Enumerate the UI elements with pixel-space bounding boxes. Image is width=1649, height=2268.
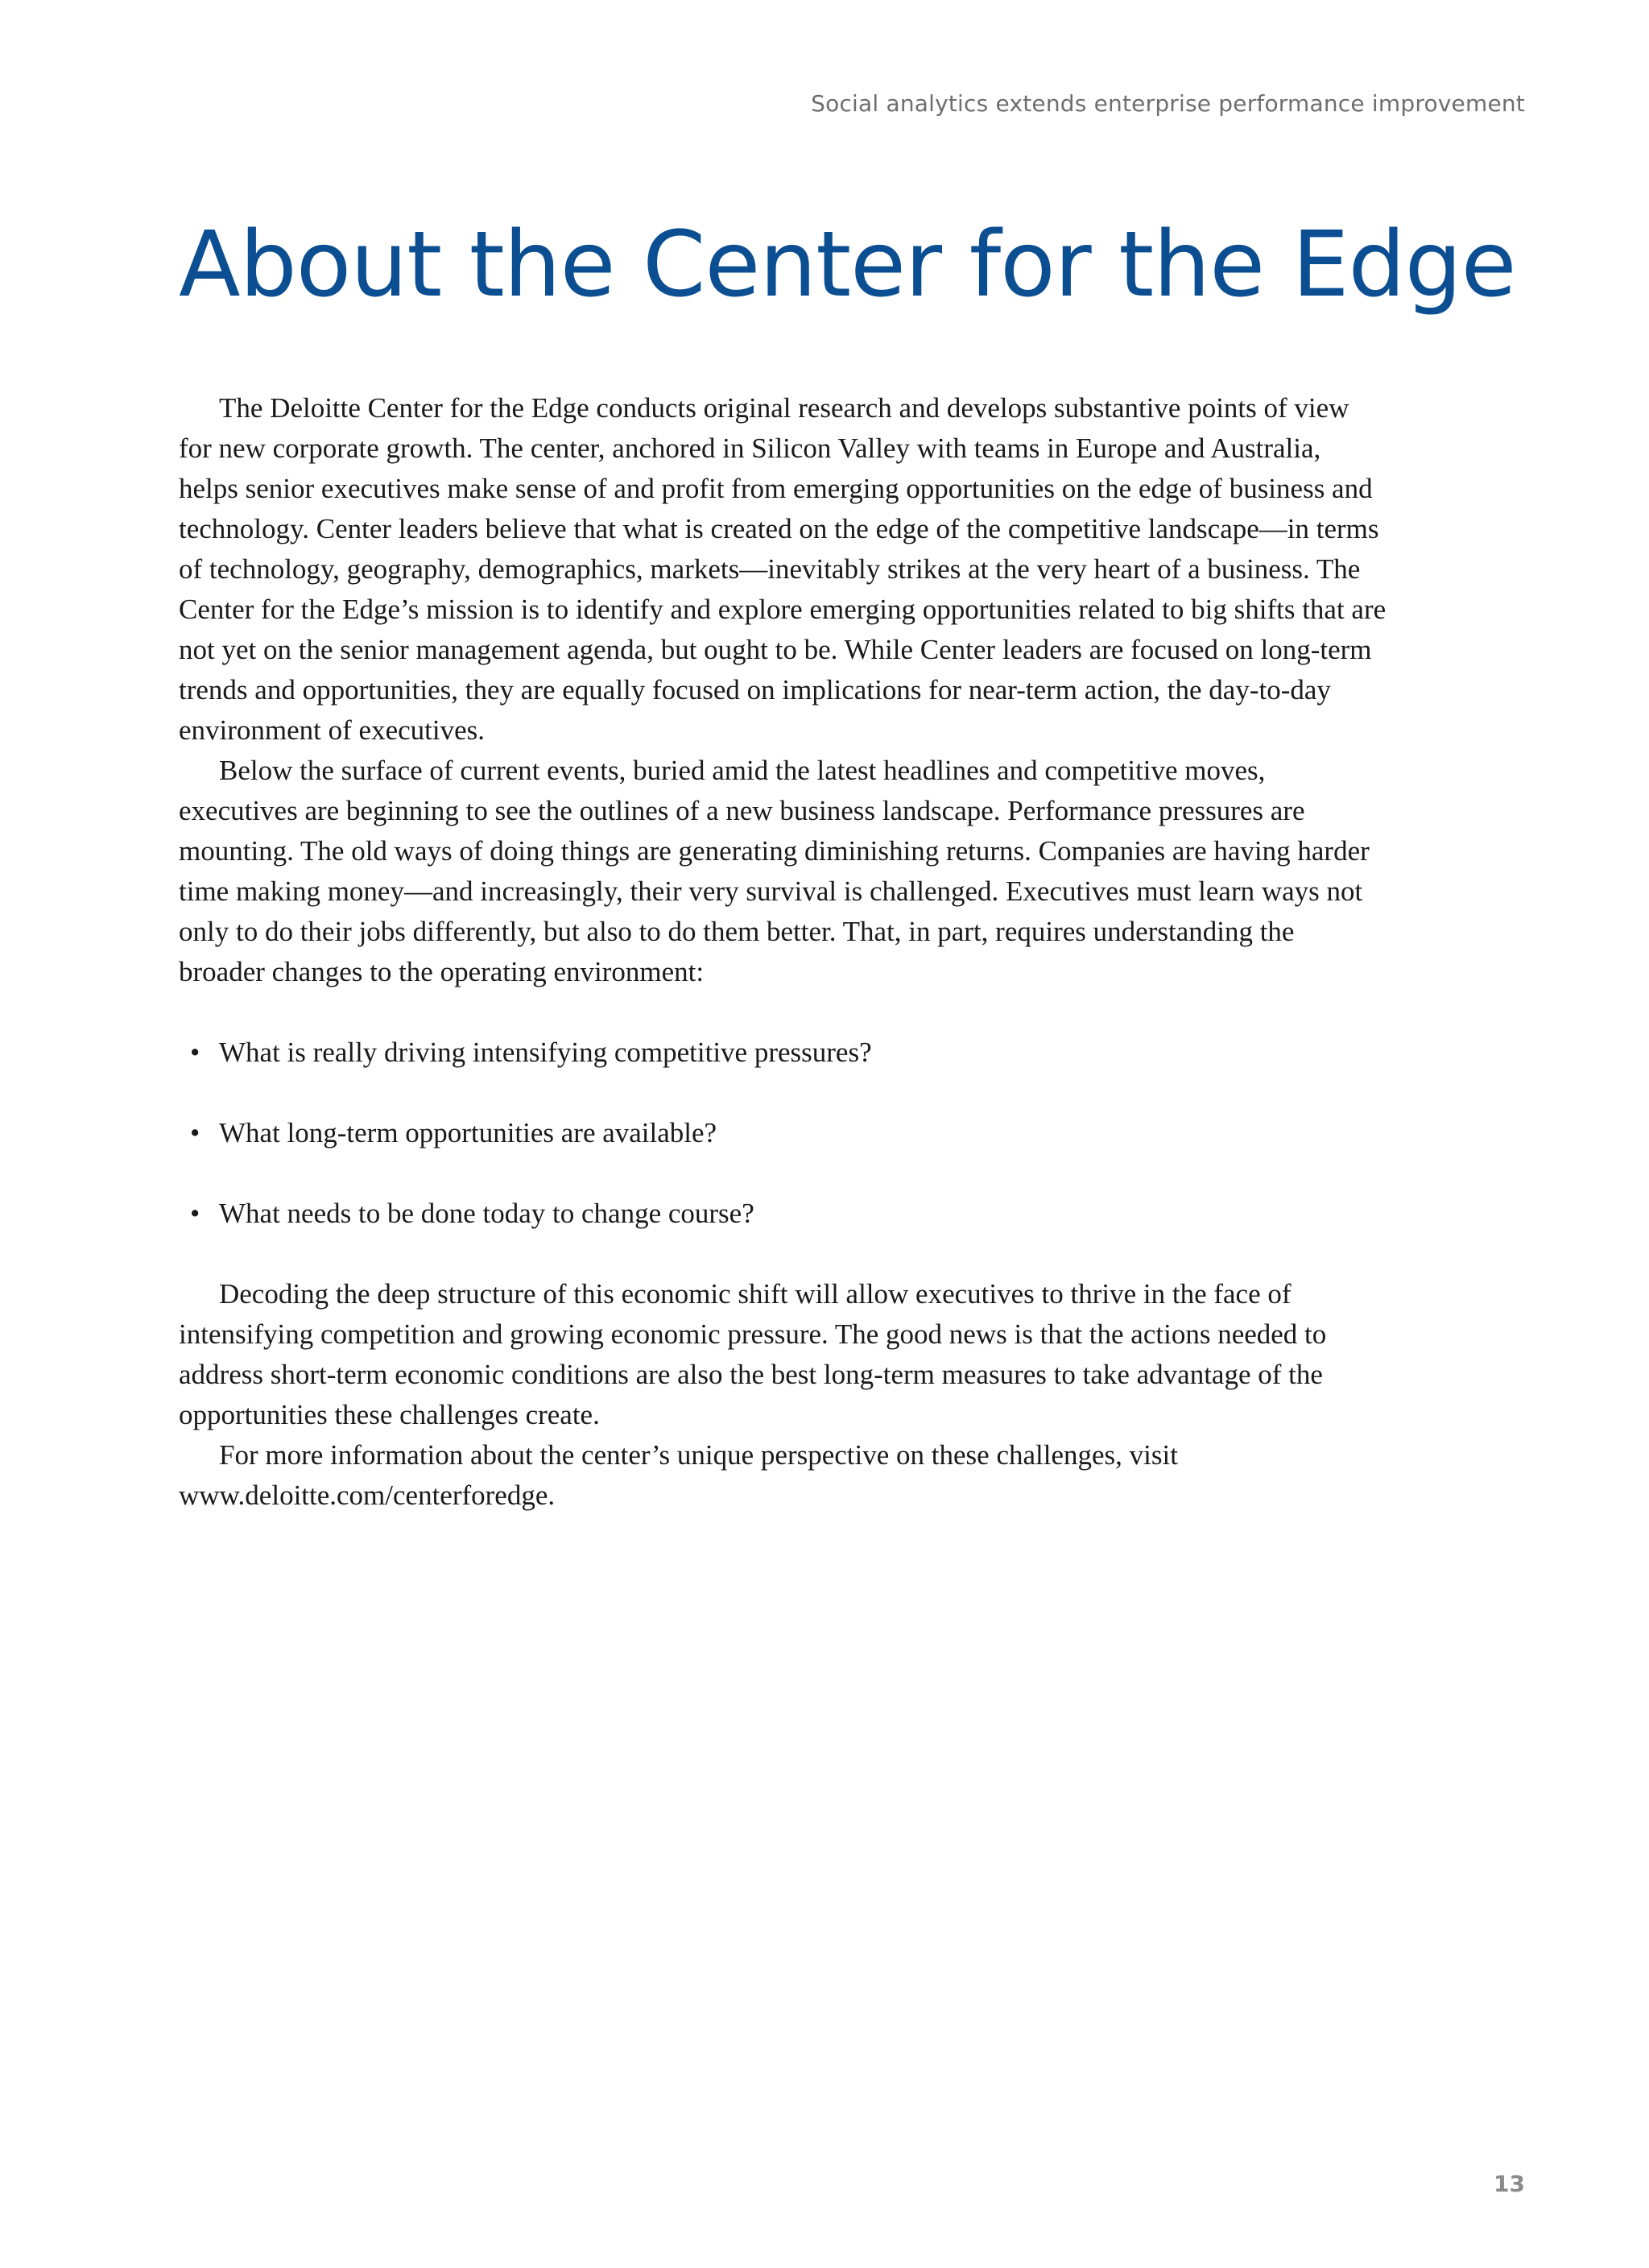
bullet-icon: • xyxy=(190,1198,200,1229)
running-header: Social analytics extends enterprise performance improvement xyxy=(811,90,1525,117)
bullet-icon: • xyxy=(190,1117,200,1148)
list-item-text: What long-term opportunities are available? xyxy=(219,1117,717,1148)
page-number: 13 xyxy=(1494,2171,1525,2197)
question-list xyxy=(179,1033,1387,1234)
list-item-text: What needs to be done today to change course? xyxy=(219,1198,754,1229)
list-item xyxy=(179,1033,1387,1073)
page-title: About the Center for the Edge xyxy=(179,213,1516,317)
list-item xyxy=(179,1113,1387,1153)
list-item xyxy=(179,1194,1387,1234)
paragraph-decoding: Decoding the deep structure of this economic shift will allow executives to thrive in the face of intensifying competition and growing economic pressure. The good news is that the actions needed to address short-term economic conditions are also the best long-term measures to take advantage of the opportunities these challenges create. xyxy=(179,1278,1327,1430)
body-text xyxy=(179,388,1387,1516)
paragraph-landscape: Below the surface of current events, buried amid the latest headlines and competitive moves, executives are beginning to see the outlines of a new business landscape. Performance pressures are mounting. The old ways of doing things are generating diminishing returns. Companies are having harder time making money—and increasingly, their very survival is challenged. Executives must learn ways not only to do their jobs differently, but also to do them better. That, in part, requires understanding the broader changes to the operating environment: xyxy=(179,755,1370,987)
list-item-text: What is really driving intensifying competitive pressures? xyxy=(219,1037,872,1068)
bullet-icon: • xyxy=(190,1037,200,1068)
paragraph-more-info: For more information about the center’s unique perspective on these challenges, visit www.deloitte.com/centerforedge. xyxy=(179,1439,1178,1511)
paragraph-intro: The Deloitte Center for the Edge conducts original research and develops substantive points of view for new corporate growth. The center, anchored in Silicon Valley with teams in Europe and Australia, helps senior executives make sense of and profit from emerging opportunities on the edge of business and technology. Center leaders believe that what is created on the edge of the competitive landscape—in terms of technology, geography, demographics, markets—inevitably strikes at the very heart of a business. The Center for the Edge’s mission is to identify and explore emerging opportunities related to big shifts that are not yet on the senior management agenda, but ought to be. While Center leaders are focused on long-term trends and opportunities, they are equally focused on implications for near-term action, the day-to-day environment of executives. xyxy=(179,392,1387,746)
